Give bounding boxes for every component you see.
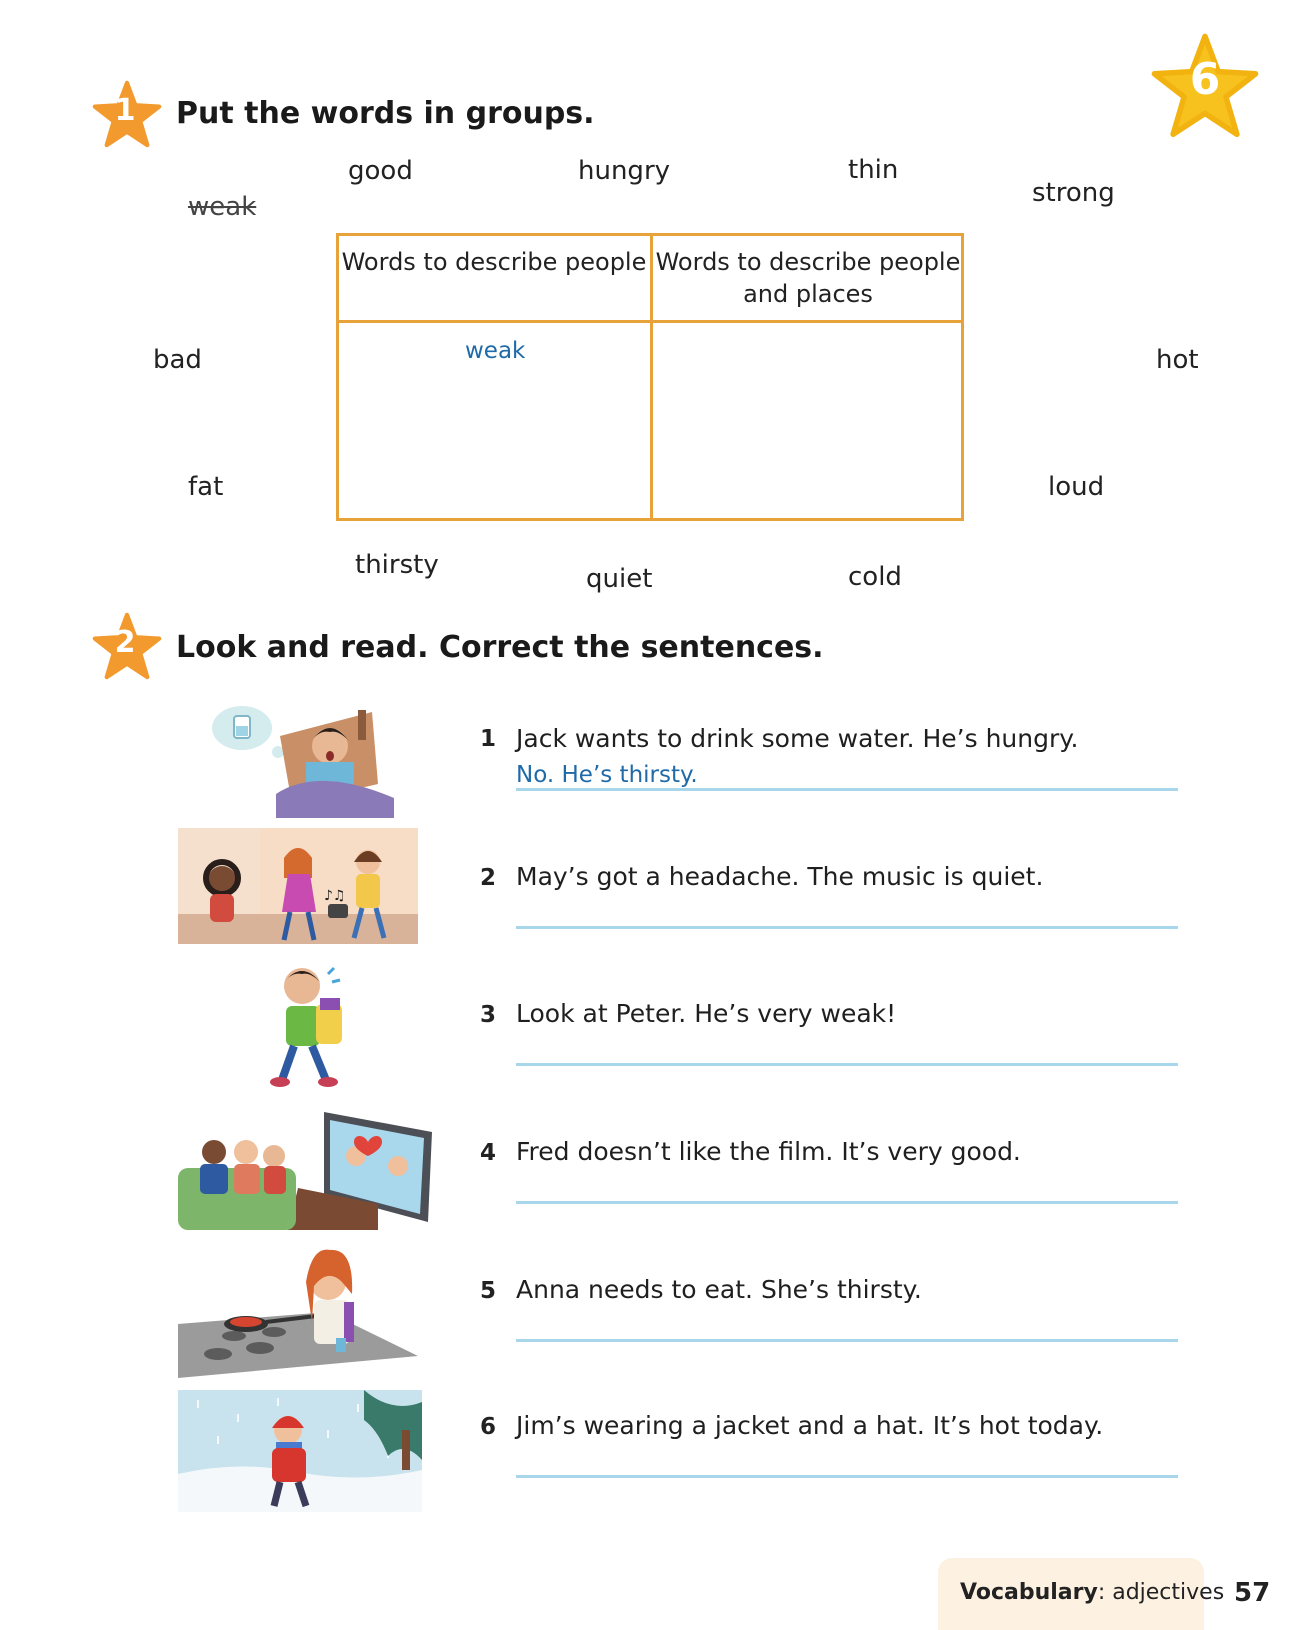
- word-loud: loud: [1048, 472, 1105, 502]
- picture-fred-film: [178, 1108, 432, 1230]
- word-hot: hot: [1156, 345, 1199, 375]
- table-header-people-places: [653, 246, 963, 310]
- answer-line[interactable]: [516, 788, 1178, 791]
- svg-text:♪♫: ♪♫: [324, 888, 346, 904]
- item-number: 4: [480, 1140, 497, 1166]
- unit-number: 6: [1189, 54, 1221, 105]
- word-groups-table: [336, 233, 964, 521]
- table-cell-people[interactable]: [347, 332, 643, 512]
- item-sentence: Jim’s wearing a jacket and a hat. It’s hot today.: [516, 1411, 1104, 1440]
- picture-jack-thirsty: [208, 700, 404, 818]
- word-good: good: [348, 156, 413, 186]
- footer-label: [960, 1580, 1224, 1605]
- table-divider: [339, 320, 961, 323]
- unit-badge: [1150, 32, 1260, 142]
- header-line: and places: [743, 280, 873, 308]
- word-thin: thin: [848, 155, 899, 185]
- answer-line[interactable]: [516, 1063, 1178, 1066]
- exercise-1-number: 1: [114, 93, 136, 128]
- item-sentence: May’s got a headache. The music is quiet.: [516, 862, 1044, 891]
- item-answer: No. He’s thirsty.: [516, 762, 698, 788]
- table-answer-weak: weak: [465, 338, 526, 364]
- item-sentence: Fred doesn’t like the film. It’s very good.: [516, 1137, 1021, 1166]
- word-quiet: quiet: [586, 564, 653, 594]
- item-number: 3: [480, 1002, 497, 1028]
- answer-line[interactable]: [516, 1339, 1178, 1342]
- answer-line[interactable]: [516, 1475, 1178, 1478]
- word-fat: fat: [188, 472, 224, 502]
- picture-jim-cold: [178, 1390, 422, 1512]
- header-line: Words to describe people: [655, 248, 961, 276]
- item-sentence: Anna needs to eat. She’s thirsty.: [516, 1275, 922, 1304]
- item-sentence: Look at Peter. He’s very weak!: [516, 999, 897, 1028]
- answer-line[interactable]: [516, 1201, 1178, 1204]
- footer-vocabulary-tab: [938, 1558, 1225, 1630]
- word-hungry: hungry: [578, 156, 671, 186]
- word-thirsty: thirsty: [355, 550, 439, 580]
- picture-peter-strong: [258, 964, 358, 1090]
- item-number: 1: [480, 726, 497, 752]
- item-number: 2: [480, 865, 497, 891]
- exercise-2-badge: [92, 612, 162, 682]
- exercise-1-title: Put the words in groups.: [176, 96, 595, 131]
- exercise-2-number: 2: [114, 625, 136, 660]
- item-number: 5: [480, 1278, 497, 1304]
- item-number: 6: [480, 1414, 497, 1440]
- page-number: 57: [1234, 1578, 1271, 1608]
- answer-line[interactable]: [516, 926, 1178, 929]
- table-header-people: Words to describe people: [341, 248, 647, 276]
- item-sentence: Jack wants to drink some water. He’s hungry.: [516, 724, 1079, 753]
- word-cold: cold: [848, 562, 902, 592]
- picture-may-loud-music: [178, 828, 418, 944]
- exercise-1-badge: [92, 80, 162, 150]
- footer-label-bold: Vocabulary: [960, 1580, 1098, 1605]
- footer-label-rest: : adjectives: [1097, 1580, 1225, 1605]
- exercise-2-title: Look and read. Correct the sentences.: [176, 630, 824, 665]
- word-weak: weak: [188, 192, 257, 222]
- table-cell-people-places[interactable]: [661, 332, 957, 512]
- word-strong: strong: [1032, 178, 1115, 208]
- word-bad: bad: [153, 345, 202, 375]
- picture-anna-hungry: [178, 1242, 418, 1378]
